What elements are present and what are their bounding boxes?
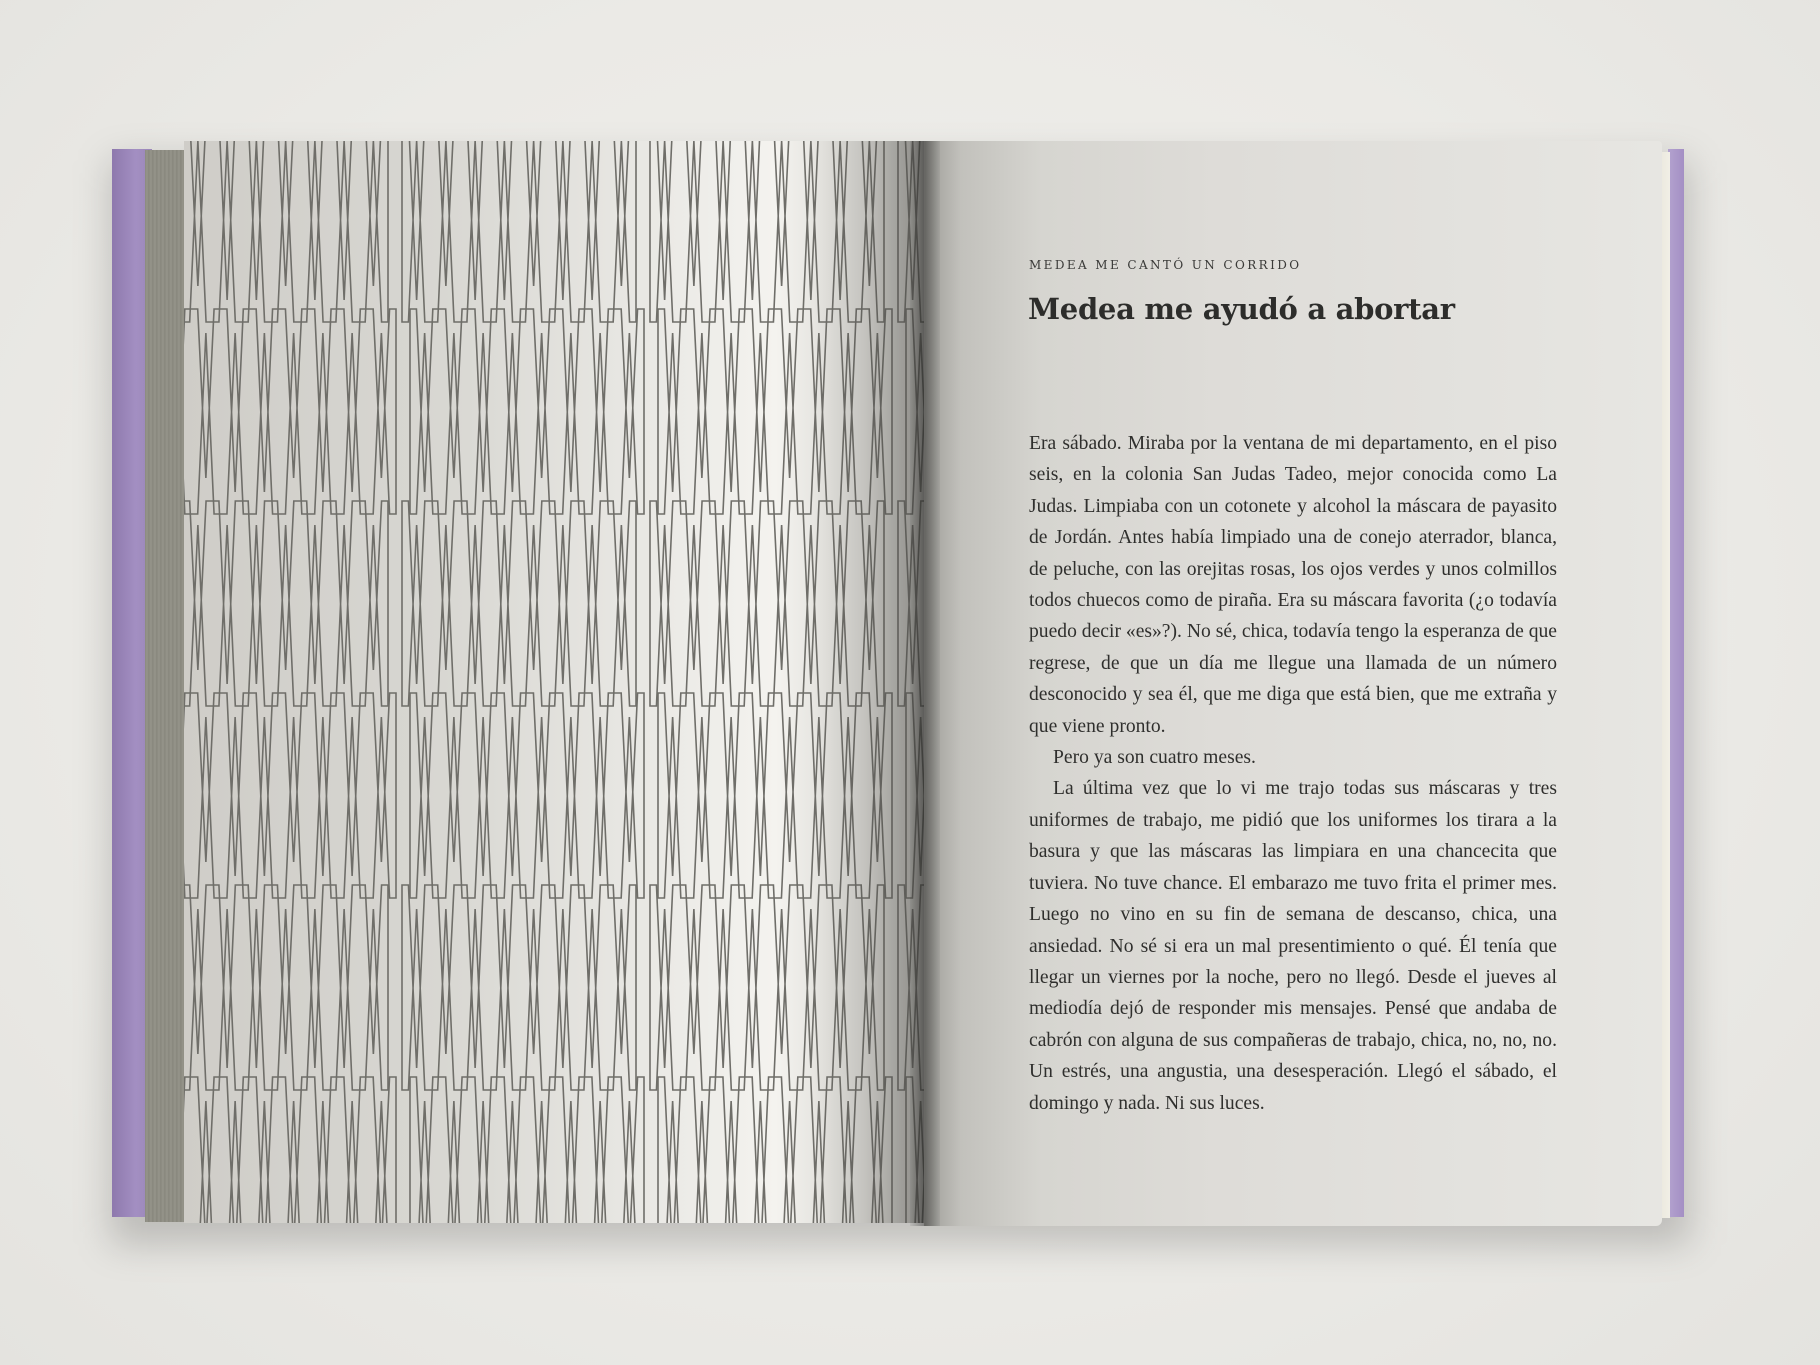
zigzag-block	[658, 1077, 892, 1223]
paragraph-1: Era sábado. Miraba por la ventana de mi departamento, en el piso seis, en la colonia San Judas Tadeo, mejor conocida como La Judas. Limpiaba con un cotonete y alcohol la máscara de payasito de Jordán. Antes había limpiado una de conejo aterrador, blanca, de peluche, con las orejitas rosas, los ojos verdes y unos colmillos todos chuecos como de piraña. Era su máscara favorita (¿o todavía puedo decir «es»?). No sé, chica, todavía tengo la esperanza de que regrese, de que un día me llegue una llamada de un número desconocido y sea él, que me diga que está bien, que me extraña y que viene pronto.	[1029, 433, 1557, 737]
paragraph-3: La última vez que lo vi me trajo todas sus máscaras y tres uniformes de trabajo, me pidió que los uniformes los tirara a la basura y que las máscaras las limpiara en una chancecita que tuviera. No tuve chance. El embarazo me tuvo frita el primer mes. Luego no vino en su fin de semana de descanso, chica, una ansiedad. No sé si era un mal presentimiento o qué. Él tenía que llegar un viernes por la noche, pero no llegó. Desde el jueves al mediodía dejó de responder mis mensajes. Pensé que andaba de cabrón con alguna de sus compañeras de trabajo, chica, no, no, no. Un estrés, una angustia, una desesperación. Llegó el sábado, el domingo y nada. Ni sus luces.	[1029, 778, 1557, 1114]
zigzag-block	[650, 141, 884, 322]
running-head: MEDEA ME CANTÓ UN CORRIDO	[1029, 258, 1302, 272]
zigzag-block	[658, 309, 892, 514]
zigzag-block	[402, 501, 636, 706]
zigzag-block	[658, 693, 892, 898]
zigzag-block	[650, 885, 884, 1090]
left-page-pattern	[184, 141, 924, 1223]
zigzag-block	[184, 885, 388, 1090]
zigzag-block	[410, 1077, 644, 1223]
zigzag-pattern	[184, 141, 924, 1223]
zigzag-block	[184, 1077, 396, 1223]
zigzag-block	[184, 309, 396, 514]
body-text	[1029, 428, 1557, 1119]
zigzag-block	[650, 501, 884, 706]
paragraph-2: Pero ya son cuatro meses.	[1053, 747, 1256, 769]
chapter-title: Medea me ayudó a abortar	[1028, 292, 1455, 326]
zigzag-block	[184, 693, 396, 898]
zigzag-block	[410, 309, 644, 514]
zigzag-block	[184, 141, 388, 322]
zigzag-block	[402, 885, 636, 1090]
zigzag-block	[184, 501, 388, 706]
zigzag-block	[410, 693, 644, 898]
book-cover-right-edge	[1668, 149, 1684, 1217]
zigzag-block	[402, 141, 636, 322]
gutter-shadow	[910, 141, 940, 1226]
page-block-left	[145, 150, 185, 1222]
